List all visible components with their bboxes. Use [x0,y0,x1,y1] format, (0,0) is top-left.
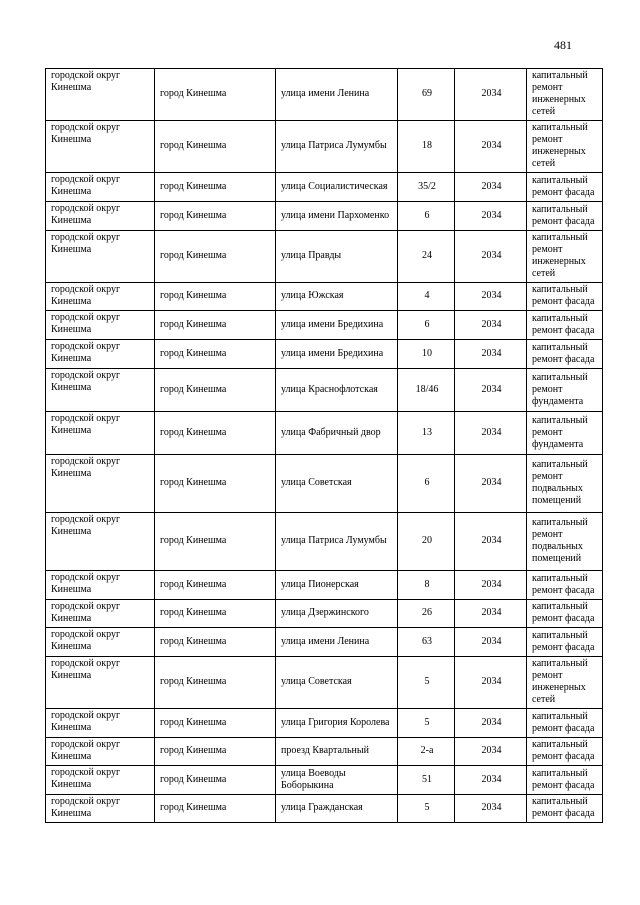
district-cell: городской округ Кинешма [46,455,155,513]
table-row [46,121,603,173]
street-cell: улица Советская [276,657,398,709]
city-cell: город Кинешма [155,628,276,657]
city-cell: город Кинешма [155,121,276,173]
district-cell: городской округ Кинешма [46,628,155,657]
street-cell: улица Дзержинского [276,600,398,628]
year-cell: 2034 [455,69,527,121]
house-number-cell: 8 [398,571,455,600]
year-cell: 2034 [455,709,527,738]
work-type-cell: капитальный ремонт фундамента [527,412,603,455]
city-cell: город Кинешма [155,455,276,513]
street-cell: улица Воеводы Боборыкина [276,766,398,795]
table-row [46,709,603,738]
year-cell: 2034 [455,369,527,412]
year-cell: 2034 [455,513,527,571]
street-cell: улица имени Пархоменко [276,202,398,231]
work-type-cell: капитальный ремонт фасада [527,709,603,738]
table-row [46,600,603,628]
house-number-cell: 10 [398,340,455,369]
year-cell: 2034 [455,600,527,628]
city-cell: город Кинешма [155,795,276,823]
city-cell: город Кинешма [155,738,276,766]
page-number: 481 [554,38,572,52]
year-cell: 2034 [455,311,527,340]
city-cell: город Кинешма [155,369,276,412]
year-cell: 2034 [455,412,527,455]
district-cell: городской округ Кинешма [46,412,155,455]
city-cell: город Кинешма [155,571,276,600]
house-number-cell: 6 [398,202,455,231]
district-cell: городской округ Кинешма [46,311,155,340]
work-type-cell: капитальный ремонт фасада [527,311,603,340]
house-number-cell: 69 [398,69,455,121]
house-number-cell: 6 [398,311,455,340]
year-cell: 2034 [455,795,527,823]
work-type-cell: капитальный ремонт инженерных сетей [527,231,603,283]
house-number-cell: 26 [398,600,455,628]
city-cell: город Кинешма [155,283,276,311]
house-number-cell: 5 [398,657,455,709]
street-cell: улица Южская [276,283,398,311]
street-cell: улица Григория Королева [276,709,398,738]
street-cell: улица Социалистическая [276,173,398,202]
house-number-cell: 20 [398,513,455,571]
table-row [46,369,603,412]
table-row [46,69,603,121]
table-row [46,657,603,709]
work-type-cell: капитальный ремонт фасада [527,628,603,657]
work-type-cell: капитальный ремонт фасада [527,283,603,311]
year-cell: 2034 [455,657,527,709]
district-cell: городской округ Кинешма [46,283,155,311]
table-row [46,231,603,283]
city-cell: город Кинешма [155,513,276,571]
table-row [46,283,603,311]
table-row [46,202,603,231]
table-row [46,738,603,766]
city-cell: город Кинешма [155,231,276,283]
house-number-cell: 24 [398,231,455,283]
street-cell: улица Патриса Лумумбы [276,121,398,173]
district-cell: городской округ Кинешма [46,369,155,412]
street-cell: проезд Квартальный [276,738,398,766]
year-cell: 2034 [455,455,527,513]
table-row [46,513,603,571]
work-type-cell: капитальный ремонт фасада [527,600,603,628]
street-cell: улица имени Ленина [276,69,398,121]
work-type-cell: капитальный ремонт подвальных помещений [527,513,603,571]
district-cell: городской округ Кинешма [46,709,155,738]
district-cell: городской округ Кинешма [46,340,155,369]
street-cell: улица Краснофлотская [276,369,398,412]
house-number-cell: 18 [398,121,455,173]
work-type-cell: капитальный ремонт фасада [527,571,603,600]
district-cell: городской округ Кинешма [46,231,155,283]
city-cell: город Кинешма [155,600,276,628]
table-row [46,628,603,657]
city-cell: город Кинешма [155,340,276,369]
district-cell: городской округ Кинешма [46,121,155,173]
table-row [46,571,603,600]
district-cell: городской округ Кинешма [46,571,155,600]
work-type-cell: капитальный ремонт подвальных помещений [527,455,603,513]
table-row [46,311,603,340]
district-cell: городской округ Кинешма [46,513,155,571]
city-cell: город Кинешма [155,311,276,340]
city-cell: город Кинешма [155,69,276,121]
table-row [46,340,603,369]
work-type-cell: капитальный ремонт фасада [527,738,603,766]
city-cell: город Кинешма [155,709,276,738]
street-cell: улица имени Ленина [276,628,398,657]
year-cell: 2034 [455,121,527,173]
table-row [46,795,603,823]
house-number-cell: 13 [398,412,455,455]
district-cell: городской округ Кинешма [46,738,155,766]
house-number-cell: 6 [398,455,455,513]
year-cell: 2034 [455,283,527,311]
work-type-cell: капитальный ремонт инженерных сетей [527,121,603,173]
city-cell: город Кинешма [155,412,276,455]
city-cell: город Кинешма [155,657,276,709]
year-cell: 2034 [455,173,527,202]
year-cell: 2034 [455,766,527,795]
work-type-cell: капитальный ремонт фасада [527,202,603,231]
repair-schedule-table [45,68,603,823]
street-cell: улица Фабричный двор [276,412,398,455]
year-cell: 2034 [455,571,527,600]
district-cell: городской округ Кинешма [46,795,155,823]
table-body [46,69,603,823]
table-row [46,455,603,513]
street-cell: улица Правды [276,231,398,283]
house-number-cell: 5 [398,709,455,738]
work-type-cell: капитальный ремонт фасада [527,795,603,823]
house-number-cell: 2-а [398,738,455,766]
district-cell: городской округ Кинешма [46,600,155,628]
house-number-cell: 63 [398,628,455,657]
street-cell: улица Пионерская [276,571,398,600]
table-row [46,173,603,202]
street-cell: улица Советская [276,455,398,513]
house-number-cell: 51 [398,766,455,795]
city-cell: город Кинешма [155,766,276,795]
district-cell: городской округ Кинешма [46,657,155,709]
work-type-cell: капитальный ремонт фасада [527,173,603,202]
year-cell: 2034 [455,738,527,766]
work-type-cell: капитальный ремонт фасада [527,766,603,795]
year-cell: 2034 [455,628,527,657]
table-row [46,766,603,795]
work-type-cell: капитальный ремонт инженерных сетей [527,657,603,709]
year-cell: 2034 [455,231,527,283]
work-type-cell: капитальный ремонт инженерных сетей [527,69,603,121]
street-cell: улица имени Бредихина [276,340,398,369]
street-cell: улица имени Бредихина [276,311,398,340]
district-cell: городской округ Кинешма [46,173,155,202]
year-cell: 2034 [455,202,527,231]
house-number-cell: 18/46 [398,369,455,412]
district-cell: городской округ Кинешма [46,202,155,231]
street-cell: улица Гражданская [276,795,398,823]
work-type-cell: капитальный ремонт фасада [527,340,603,369]
district-cell: городской округ Кинешма [46,766,155,795]
year-cell: 2034 [455,340,527,369]
table-row [46,412,603,455]
house-number-cell: 4 [398,283,455,311]
house-number-cell: 5 [398,795,455,823]
city-cell: город Кинешма [155,202,276,231]
city-cell: город Кинешма [155,173,276,202]
work-type-cell: капитальный ремонт фундамента [527,369,603,412]
district-cell: городской округ Кинешма [46,69,155,121]
house-number-cell: 35/2 [398,173,455,202]
street-cell: улица Патриса Лумумбы [276,513,398,571]
